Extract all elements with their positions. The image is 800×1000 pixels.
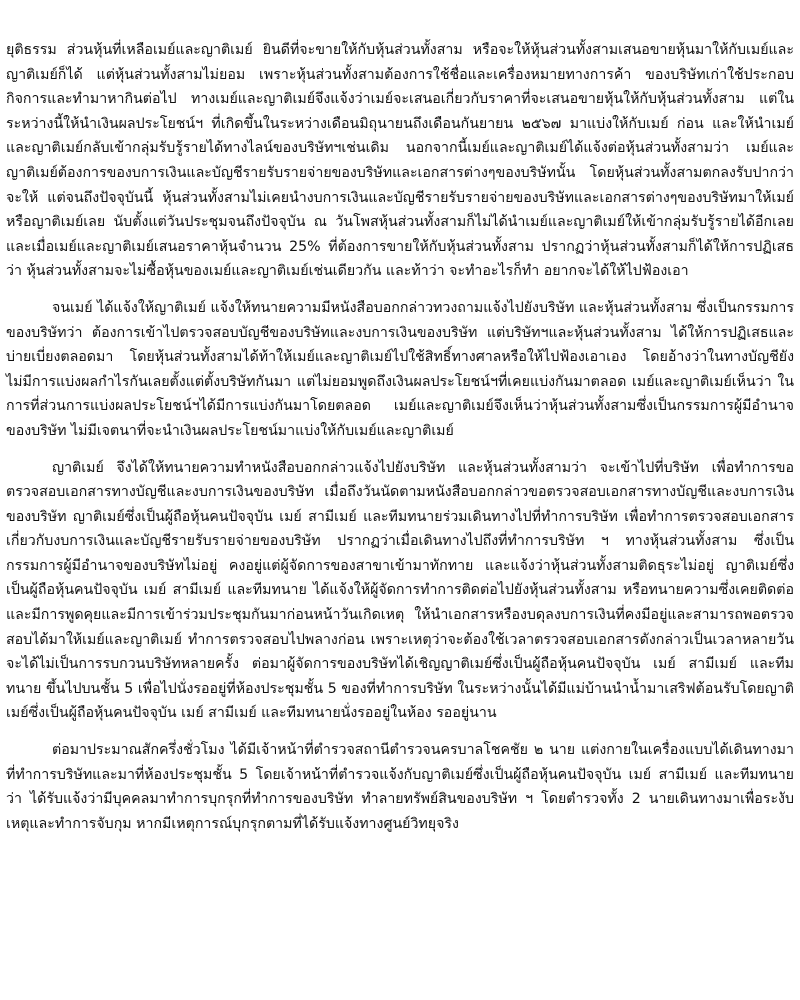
paragraph-4: ต่อมาประมาณสักครึ่งชั่วโมง ได้มีเจ้าหน้าที่ตำรวจสถานีตำรวจนครบาลโชคชัย ๒ นาย แต่งกายในเครื่องแบบได้เดินทางมาที่ทำการบริษัทและมาที่ห้องประชุมชั้น 5 โดยเจ้าหน้าที่ตำรวจแจ้งกับญาติเมย์ซึ่งเป็นผู้ถือหุ้นคนปัจจุบัน เมย์ สามีเมย์ และทีมทนายว่า ได้รับแจ้งว่ามีบุคคลมาทำการบุกรุกที่ทำการของบริษัท ทำลายทรัพย์สินของบริษัท ฯ โดยตำรวจทั้ง 2 นายเดินทางมาเพื่อระงับเหตุและทำการจับกุม หากมีเหตุการณ์บุกรุกตามที่ได้รับแจ้งทางศูนย์วิทยุจริง: [6, 742, 794, 832]
paragraph-2: จนเมย์ ได้แจ้งให้ญาติเมย์ แจ้งให้ทนายความมีหนังสือบอกกล่าวทวงถามแจ้งไปยังบริษัท และหุ้นส่วนทั้งสาม ซึ่งเป็นกรรมการของบริษัทว่า ต้องการเข้าไปตรวจสอบบัญชีของบริษัทและงบการเงินของบริษัท แต่บริษัทฯและหุ้นส่วนทั้งสาม ได้ให้การปฏิเสธและบ่ายเบี่ยงตลอดมา โดยหุ้นส่วนทั้งสามได้ท้าให้เมย์และญาติเมย์ไปใช้สิทธิ์ทางศาลหรือให้ไปฟ้องเอาเอง โดยอ้างว่าในทางบัญชียังไม่มีการแบ่งผลกำไรกันเลยตั้งแต่ตั้งบริษัทกันมา แต่ไม่ยอมพูดถึงเงินผลประโยชน์ฯที่เคยแบ่งกันมาตลอด เมย์และญาติเมย์เห็นว่า ในการที่ส่วนการแบ่งผลประโยชน์ฯได้มีการแบ่งกันมาโดยตลอด เมย์และญาติเมย์จึงเห็นว่าหุ้นส่วนทั้งสามซึ่งเป็นกรรมการผู้มีอำนาจของบริษัท ไม่มีเจตนาที่จะนำเงินผลประโยชน์มาแบ่งให้กับเมย์และญาติเมย์: [6, 299, 794, 439]
paragraph-1: ยุติธรรม ส่วนหุ้นที่เหลือเมย์และญาติเมย์ ยินดีที่จะขายให้กับหุ้นส่วนทั้งสาม หรือจะให้หุ้นส่วนทั้งสามเสนอขายหุ้นมาให้กับเมย์และญาติเมย์ก็ได้ แต่หุ้นส่วนทั้งสามไม่ยอม เพราะหุ้นส่วนทั้งสามต้องการใช้ชื่อและเครื่องหมายทางการค้า ของบริษัทเก่าใช้ประกอบกิจการและทำมาหากินต่อไป ทางเมย์และญาติเมย์จึงแจ้งว่าเมย์จะเสนอเกี่ยวกับราคาที่จะเสนอขายหุ้นให้กับหุ้นส่วนทั้งสาม แต่ในระหว่างนี้ให้นำเงินผลประโยชน์ฯ ที่เกิดขึ้นในระหว่างเดือนมิถุนายนถึงเดือนกันยายน ๒๕๖๗ มาแบ่งให้กับเมย์ ก่อน และให้นำเมย์และญาติเมย์กลับเข้ากลุ่มรับรู้รายได้ทางไลน์ของบริษัทฯเช่นเดิม นอกจากนี้เมย์และญาติเมย์ได้แจ้งต่อหุ้นส่วนทั้งสามว่า เมย์และญาติเมย์ต้องการของบการเงินและบัญชีรายรับรายจ่ายของบริษัทและเอกสารต่างๆของบริษัทนั้น โดยหุ้นส่วนทั้งสามตกลงรับปากว่าจะให้ แต่จนถึงปัจจุบันนี้ หุ้นส่วนทั้งสามไม่เคยนำงบการเงินและบัญชีรายรับรายจ่ายของบริษัทและเอกสารต่างๆของบริษัทมาให้เมย์หรือญาติเมย์เลย นับตั้งแต่วันประชุมจนถึงปัจจุบัน ณ วันโพสหุ้นส่วนทั้งสามก็ไม่ได้นำเมย์และญาติเมย์ให้เข้ากลุ่มรับรู้รายได้อีกเลย และเมื่อเมย์และญาติเมย์เสนอราคาหุ้นจำนวน 25% ที่ต้องการขายให้กับหุ้นส่วนทั้งสาม ปรากฏว่าหุ้นส่วนทั้งสามก็ได้ให้การปฏิเสธว่า หุ้นส่วนทั้งสามจะไม่ซื้อหุ้นของเมย์และญาติเมย์เช่นเดียวกัน และท้าว่า จะทำอะไรก็ทำ อยากจะได้ให้ไปฟ้องเอา: [6, 42, 794, 280]
document-body: [6, 38, 794, 848]
paragraph-3: ญาติเมย์ จึงได้ให้ทนายความทำหนังสือบอกกล่าวแจ้งไปยังบริษัท และหุ้นส่วนทั้งสามว่า จะเข้าไปที่บริษัท เพื่อทำการขอตรวจสอบเอกสารทางบัญชีและงบการเงินของบริษัท เมื่อถึงวันนัดตามหนังสือบอกกล่าวขอตรวจสอบเอกสารทางบัญชีและงบการเงินของบริษัท ญาติเมย์ซึ่งเป็นผู้ถือหุ้นคนปัจจุบัน เมย์ สามีเมย์ และทีมทนายร่วมเดินทางไปที่ทำการบริษัท เพื่อทำการตรวจสอบเอกสารเกี่ยวกับงบการเงินและบัญชีรายรับรายจ่ายของบริษัท ปรากฏว่าเมื่อเดินทางไปถึงที่ทำการบริษัท ฯ ทางหุ้นส่วนทั้งสาม ซึ่งเป็นกรรมการผู้มีอำนาจของบริษัทไม่อยู่ คงอยู่แต่ผู้จัดการของสาขาเข้ามาทักทาย และแจ้งว่าหุ้นส่วนทั้งสามติดธุระไม่อยู่ ญาติเมย์ซึ่งเป็นผู้ถือหุ้นคนปัจจุบัน เมย์ สามีเมย์ และทีมทนาย ได้แจ้งให้ผู้จัดการทำการติดต่อไปยังหุ้นส่วนทั้งสาม หรือทนายความซึ่งเคยติดต่อและมีการพูดคุยและมีการเข้าร่วมประชุมกันมาก่อนหน้าวันเกิดเหตุ ให้นำเอกสารหรืองบดุลงบการเงินที่คงมีอยู่และสามารถพอตรวจสอบได้มาให้เมย์และญาติเมย์ ทำการตรวจสอบไปพลางก่อน เพราะเหตุว่าจะต้องใช้เวลาตรวจสอบเอกสารดังกล่าวเป็นเวลาหลายวัน จะได้ไม่เป็นการรบกวนบริษัทหลายครั้ง ต่อมาผู้จัดการของบริษัทได้เชิญญาติเมย์ซึ่งเป็นผู้ถือหุ้นคนปัจจุบัน เมย์ สามีเมย์ และทีมทนาย ขึ้นไปบนชั้น 5 เพื่อไปนั่งรออยู่ที่ห้องประชุมชั้น 5 ของที่ทำการบริษัท ในระหว่างนั้นได้มีแม่บ้านนำน้ำมาเสริฟต้อนรับโดยญาติเมย์ซึ่งเป็นผู้ถือหุ้นคนปัจจุบัน เมย์ สามีเมย์ และทีมทนายนั่งรออยู่ในห้อง รออยู่นาน: [6, 459, 794, 722]
